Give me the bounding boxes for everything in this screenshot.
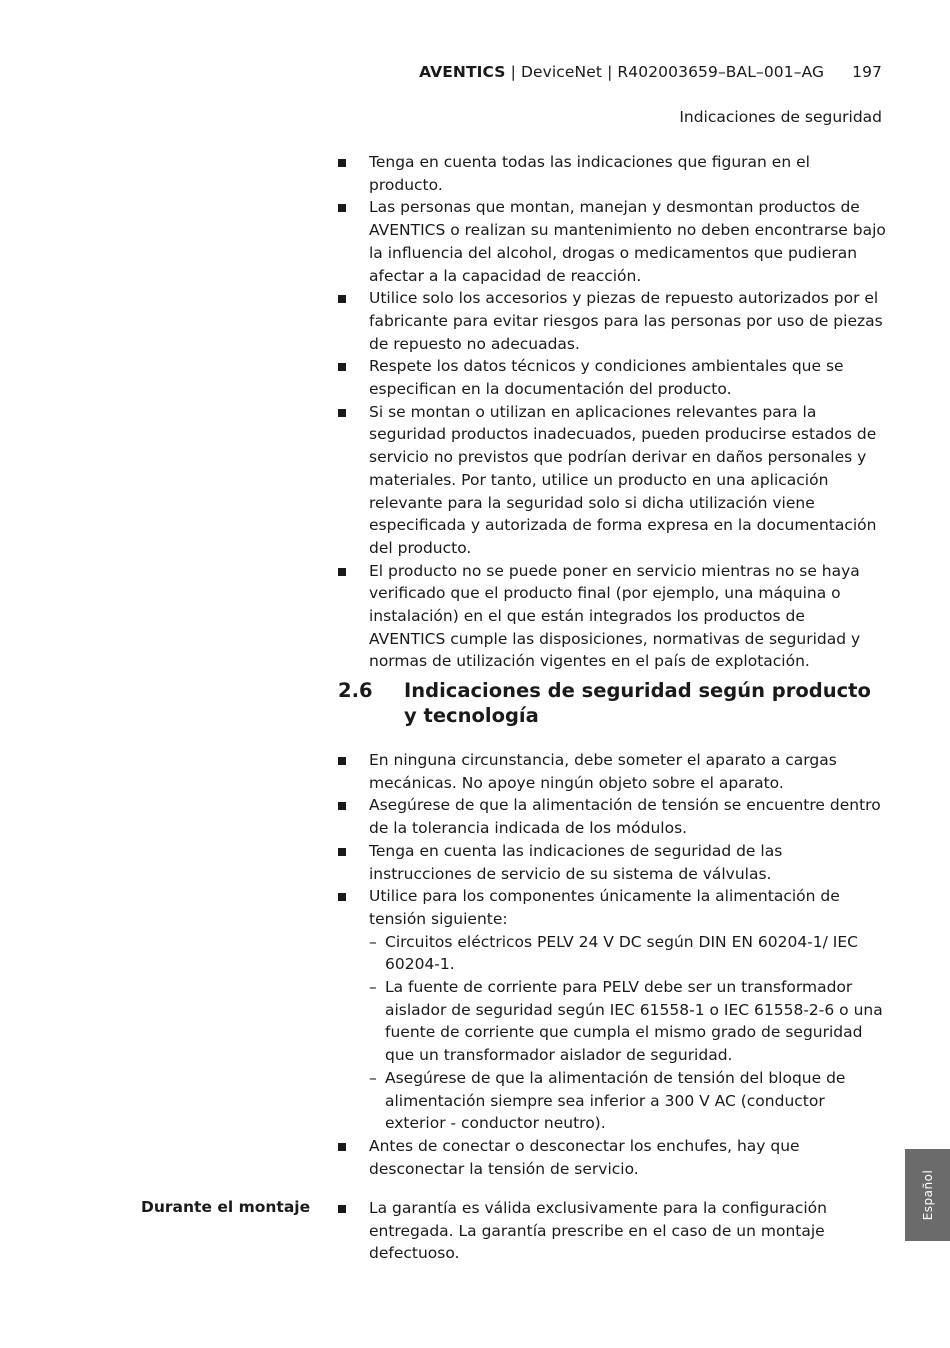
language-tab-label: Español	[920, 1169, 935, 1221]
list-item: Las personas que montan, manejan y desmontan productos de AVENTICS o realizan su mantenimiento no deben encontrarse bajo la influencia del alcohol, drogas o medicamentos que pudieran afectar a la capacidad de reacción.	[338, 196, 886, 287]
mounting-list	[338, 1197, 886, 1265]
list-item: El producto no se puede poner en servicio mientras no se haya verificado que el producto final (por ejemplo, una máquina o instalación) en el que están integrados los productos de AVENTICS cumple las disposiciones, normativas de seguridad y normas de utilización vigentes en el país de explotación.	[338, 560, 886, 674]
page-header	[419, 63, 882, 81]
dash-bullet-icon: –	[369, 1068, 377, 1087]
section-title: Indicaciones de seguridad según producto y tecnología	[404, 679, 871, 727]
list-item: Respete los datos técnicos y condiciones ambientales que se especifican en la documentación del producto.	[338, 355, 886, 400]
square-bullet-icon	[338, 757, 346, 765]
power-supply-sublist	[369, 931, 886, 1135]
section-number: 2.6	[338, 679, 373, 702]
general-safety-list	[338, 151, 886, 673]
square-bullet-icon	[338, 159, 346, 167]
product-safety-list	[338, 749, 886, 1180]
list-item: La garantía es válida exclusivamente para la configuración entregada. La garantía prescribe en el caso de un montaje defectuoso.	[338, 1197, 886, 1265]
square-bullet-icon	[338, 568, 346, 576]
square-bullet-icon	[338, 1205, 346, 1213]
list-item: Asegúrese de que la alimentación de tensión se encuentre dentro de la tolerancia indicada de los módulos.	[338, 794, 886, 839]
list-item: Utilice solo los accesorios y piezas de repuesto autorizados por el fabricante para evitar riesgos para las personas por uso de piezas de repuesto no adecuadas.	[338, 287, 886, 355]
sub-list-item: – La fuente de corriente para PELV debe ser un transformador aislador de seguridad según IEC 61558-1 o IEC 61558-2-6 o una fuente de corriente que cumpla el mismo grado de seguridad que un transformador aislador de seguridad.	[369, 978, 883, 1065]
list-item: Tenga en cuenta las indicaciones de seguridad de las instrucciones de servicio de su sistema de válvulas.	[338, 840, 886, 885]
section-heading	[338, 678, 886, 728]
square-bullet-icon	[338, 295, 346, 303]
list-item: Antes de conectar o desconectar los enchufes, hay que desconectar la tensión de servicio.	[338, 1135, 886, 1180]
square-bullet-icon	[338, 363, 346, 371]
sub-list-item: – Asegúrese de que la alimentación de tensión del bloque de alimentación siempre sea inferior a 300 V AC (conductor exterior - conductor neutro).	[369, 1068, 846, 1133]
dash-bullet-icon: –	[369, 978, 377, 997]
language-tab	[905, 1149, 950, 1241]
page-number: 197	[852, 63, 882, 81]
square-bullet-icon	[338, 409, 346, 417]
list-item: Utilice para los componentes únicamente la alimentación de tensión siguiente: – Circuitos eléctricos PELV 24 V DC según DIN EN 60204-1/ IEC 60204-1. – La fuente de corriente para PELV debe ser un transformador aislador de seguridad según IEC 61558-1 o IEC 61558-2-6 o una fuente de corriente que cumpla el mismo grado de seguridad que un transformador aislador de seguridad. – Asegúrese de que la alimentación de tensión del bloque de alimentación siempre sea inferior a 300 V AC (conductor exterior - conductor neutro).	[338, 885, 886, 1135]
dash-bullet-icon: –	[369, 932, 377, 951]
square-bullet-icon	[338, 802, 346, 810]
running-section-title: Indicaciones de seguridad	[679, 108, 882, 126]
list-item: En ninguna circunstancia, debe someter el aparato a cargas mecánicas. No apoye ningún objeto sobre el aparato.	[338, 749, 886, 794]
list-item: Tenga en cuenta todas las indicaciones que figuran en el producto.	[338, 151, 886, 196]
square-bullet-icon	[338, 204, 346, 212]
document-reference: | DeviceNet | R402003659–BAL–001–AG	[505, 63, 825, 81]
square-bullet-icon	[338, 893, 346, 901]
square-bullet-icon	[338, 1143, 346, 1151]
square-bullet-icon	[338, 848, 346, 856]
sub-list-item: – Circuitos eléctricos PELV 24 V DC según DIN EN 60204-1/ IEC 60204-1.	[369, 932, 858, 974]
mounting-side-label: Durante el montaje	[141, 1198, 311, 1216]
list-item: Si se montan o utilizan en aplicaciones relevantes para la seguridad productos inadecuados, pueden producirse estados de servicio no previstos que podrían derivar en daños personales y materiales. Por tanto, utilice un producto en una aplicación relevante para la seguridad solo si dicha utilización viene especificada y autorizada de forma expresa en la documentación del producto.	[338, 401, 886, 560]
brand-name: AVENTICS	[419, 63, 506, 81]
